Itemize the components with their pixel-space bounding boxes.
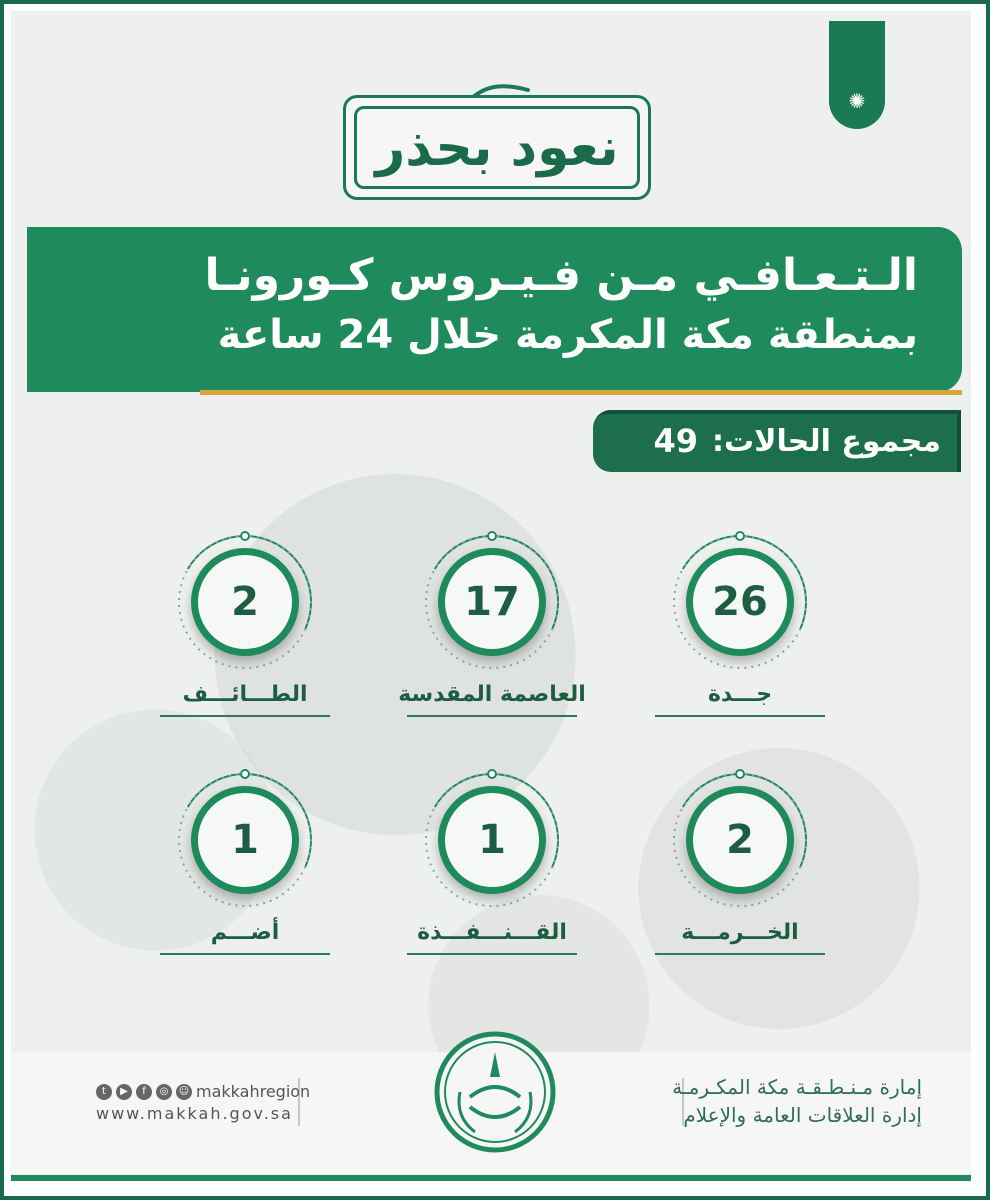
stat-card: [645, 768, 835, 988]
stat-circle: [191, 548, 299, 656]
twitter-icon[interactable]: t: [96, 1084, 112, 1100]
stat-underline: [655, 715, 825, 717]
stat-circle: [686, 786, 794, 894]
stat-circle: [438, 786, 546, 894]
emblem-logo: [430, 1022, 560, 1162]
stat-circle: [438, 548, 546, 656]
stat-underline: [407, 953, 577, 955]
stat-card: [150, 768, 340, 988]
stat-underline: [160, 953, 330, 955]
social-handle-row: [96, 1082, 310, 1101]
stat-city: القـــنـــفـــذة: [417, 920, 567, 945]
stat-underline: [407, 715, 577, 717]
total-cases-value: 49: [653, 422, 699, 460]
stat-count: 1: [478, 817, 506, 863]
banner-title-line2: بمنطقة مكة المكرمة خلال 24 ساعة: [217, 312, 918, 358]
total-cases-box: [593, 410, 961, 472]
total-cases-label: مجموع الحالات:: [712, 423, 941, 459]
stat-card: [150, 530, 340, 750]
snapchat-icon[interactable]: ☺: [176, 1084, 192, 1100]
stat-circle: [191, 786, 299, 894]
stat-circle: [686, 548, 794, 656]
gold-accent-line: [200, 390, 962, 395]
instagram-icon[interactable]: ◎: [156, 1084, 172, 1100]
stat-count: 1: [231, 817, 259, 863]
stat-city: الخـــرمـــة: [681, 920, 799, 945]
stat-city: جـــدة: [707, 682, 773, 707]
stat-card: [645, 530, 835, 750]
bottom-accent-bar: [11, 1175, 971, 1181]
social-handle[interactable]: makkahregion: [196, 1082, 311, 1101]
stat-card: [397, 768, 587, 988]
bookmark-ribbon: [829, 21, 885, 129]
stat-underline: [160, 715, 330, 717]
stat-count: 2: [726, 817, 754, 863]
stat-city: العاصمة المقدسة: [398, 682, 586, 707]
stat-city: أضـــم: [210, 920, 280, 945]
youtube-icon[interactable]: ▶: [116, 1084, 132, 1100]
stat-count: 17: [464, 579, 520, 625]
stat-count: 26: [712, 579, 768, 625]
stat-city: الطـــائـــف: [182, 682, 308, 707]
website-link[interactable]: www.makkah.gov.sa: [96, 1104, 293, 1123]
department-name: إدارة العلاقات العامة والإعلام: [683, 1103, 922, 1127]
stat-card: [397, 530, 587, 750]
virus-icon: ✺: [848, 89, 866, 113]
stat-count: 2: [231, 579, 259, 625]
org-name: إمارة مـنـطـقـة مكة المكـرمـة: [672, 1075, 922, 1099]
slogan-logo: [343, 95, 651, 200]
stat-underline: [655, 953, 825, 955]
slogan-text: نعود بحذر: [375, 117, 619, 178]
facebook-icon[interactable]: f: [136, 1084, 152, 1100]
banner-title-line1: الـتـعـافـي مـن فـيـروس كـورونـا: [204, 250, 918, 301]
